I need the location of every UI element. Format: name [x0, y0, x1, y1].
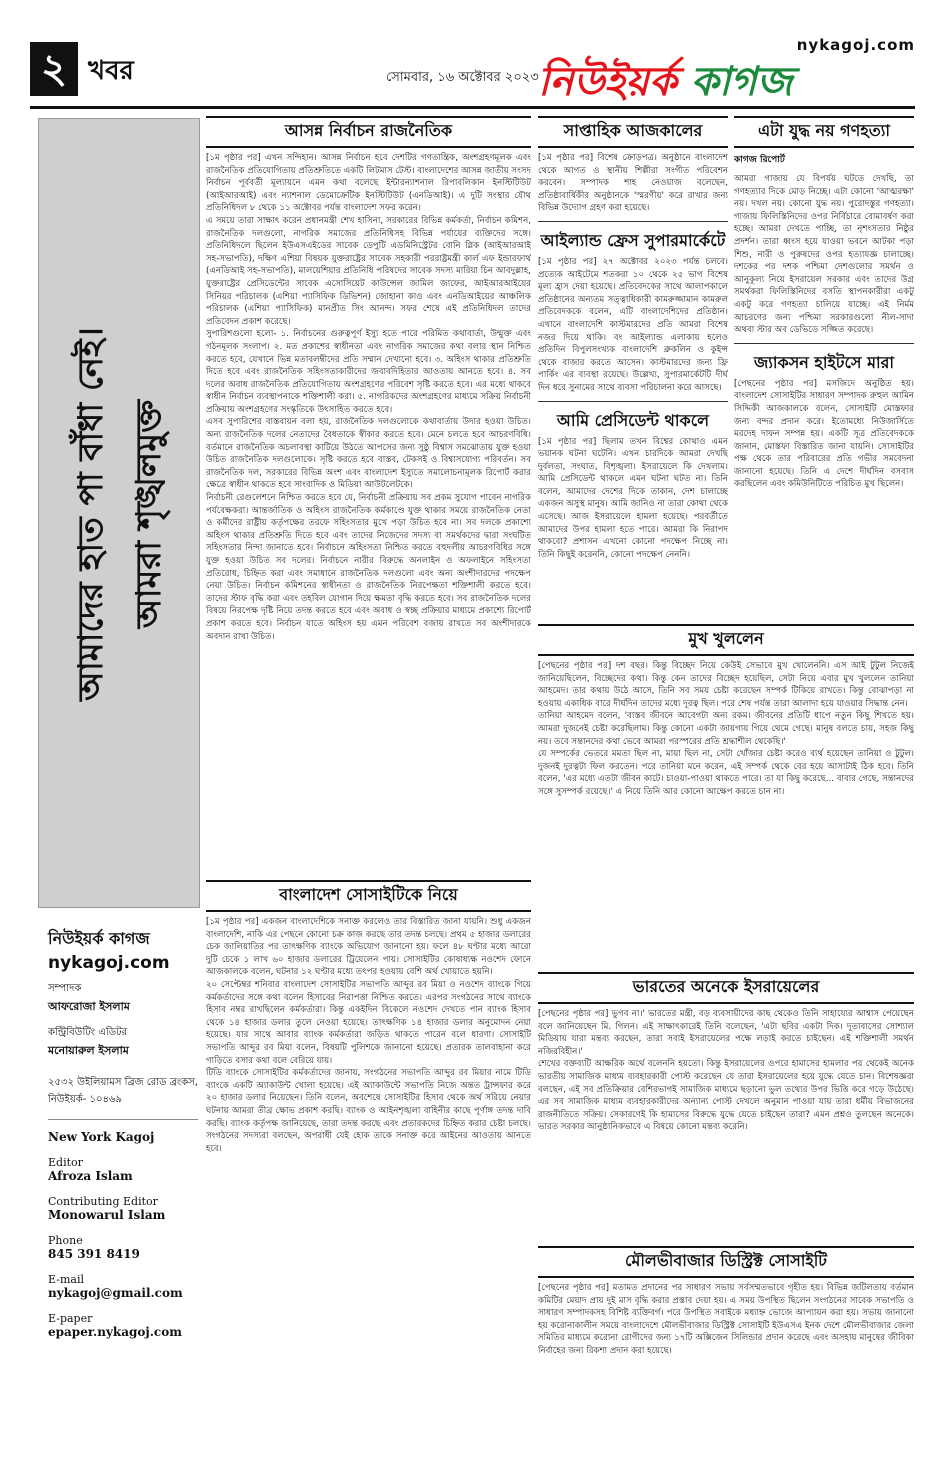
weekly-body: [১ম পৃষ্ঠার পর] বিশেষ ক্রোড়পত্র। অনুষ্ঠানে বাংলাদেশ থেকে আগত ও স্থানীয় শিল্পীরা সংগীত পরিবেশন করবেন। সম্পাদক শাহ নেওয়াজ বলেছেন, প্রতিষ্ঠাবার্ষিকীর অনুষ্ঠানকে 'স্মরণীয়' করে রাখার জন্য বিভিন্ন উদ্যোগ গ্রহণ করা হয়েছে। [538, 153, 728, 214]
contrib-label-bn: কন্ট্রিবিউটিং এডিটর [48, 1027, 128, 1038]
divider-2 [538, 401, 728, 402]
editor-label: Editor [48, 1156, 83, 1169]
slogan-line-2: আমরা শৃঙ্খলমুক্ত [129, 399, 169, 629]
mukh-p3: যে সম্পর্কের ভেতরে মমতা ছিল না, মায়া ছিল না, সেটা খোঁজার চেষ্টা করেও ব্যর্থ হয়েছেন তানিয়া ও টুটুল। দুজনই দুরত্বটা ফিল করতেন। পরে তানিয়া মনে করেন, এই সম্পর্ক থেকে বের হয়ে আসাটাই ঠিক হবে। তিনি বলেন, 'এর মধ্যে এতটা জীবন কাটে। চাওয়া-পাওয়া থাকতে পারে। তা যা কিছু করেছে... বাবার গেছে, সন্তানদের সঙ্গে সুসম্পর্ক রয়েছে।' এ নিয়ে তিনি আর কোনো আক্ষেপ করতে চান না। [538, 749, 914, 797]
logo-part-newyork: নিউইয়র্ক [538, 59, 677, 105]
slogan [62, 144, 178, 884]
paper-name-bn: নিউইয়র্ক কাগজ [48, 929, 150, 948]
masthead-rule [30, 106, 915, 109]
logo-url: nykagoj.com [796, 36, 915, 54]
india-p1: [পেছনের পৃষ্ঠার পর] ভুগব না।' ভারতের মন্ত্রী, বড় ব্যবসায়ীদের কাছ থেকেও তিনি সাহায্যের আশ্বাস পেয়েছেন বলে জানিয়েছেন মি. গিলন। এই সাক্ষাৎকারেই তিনি বলেছেন, 'এটা ছবির একটা দিক। দূতাবাসের সোশ্যাল মিডিয়ায় যারা মন্তব্য করছেন, তারা সবাই ইসরায়েলের পক্ষে লড়াই করতে চাইছেন। এই শক্তিশালী সমর্থন নজিরবিহীন।' [538, 1009, 914, 1057]
editor-name-bn: আফরোজা ইসলাম [48, 1000, 130, 1013]
society-p3: টিডি ব্যাংকে সোসাইটির কর্মকর্তাদের জানায়, সংগঠনের সভাপতি আব্দুর রব মিয়ার নামে টিডি ব্যাংকে একটি অ্যাকাউন্ট খোলা হয়েছে। এই অ্যাকাউন্টে সভাপতি নিজে অন্তত ট্রান্সফার করে ২০ হাজার ডলার নিয়েছেন। তিনি বলেন, অবশেষে সোসাইটির হিসাব থেকে অর্থ সরিয়ে নেয়ার ঘটনায় আমরা তীব্র ক্ষোভ প্রকাশ করছি। ব্যাংক ও আইনশৃঙ্খলা বাহিনীর কাছে পূর্ণাঙ্গ তদন্ত দাবি করছি। ব্যাংক কর্তৃপক্ষ জানিয়েছে, তারা তদন্ত করছে এবং প্রতারকদের চিহ্নিত করার চেষ্টা চলছে। সংগঠনের সদস্যরা বলছেন, অপরাধী যেই হোক তাকে সনাক্ত করে আইনের আওতায় আনতে হবে। [206, 1068, 531, 1154]
email-label: E-mail [48, 1273, 84, 1286]
editor-label-bn: সম্পাদক [48, 983, 82, 994]
genocide-headline: এটা যুদ্ধ নয় গণহত্যা [734, 116, 914, 148]
phone-number: 845 391 8419 [48, 1247, 140, 1261]
society-headline: বাংলাদেশ সোসাইটিকে নিয়ে [206, 880, 531, 912]
column-mukh [538, 624, 914, 970]
election-p1: [১ম পৃষ্ঠার পর] এখন সন্দিহান। আসন্ন নির্বাচন হবে দেশটির গণতান্ত্রিক, অংশগ্রহণমূলক এবং রাজনৈতিক প্রতিযোগিতায় প্রতিশ্রুতিতে একটি লিটমাস টেস্ট। বাংলাদেশের আসন্ন জাতীয় সংসদ নির্বাচন পূর্ববর্তী মূল্যায়নে এমন কথা বলেছে ইন্টারন্যাশনাল রিপাবলিকান ইনস্টিটিউট (আইআরআই) এবং ন্যাশনাল ডেমোক্রেটিক ইনস্টিটিউট (এনডিআই)। এ দুটি সংস্থার যৌথ প্রতিনিধিদল ৮ থেকে ১১ অক্টোবর পর্যন্ত বাংলাদেশ সফর করেন। [206, 153, 531, 214]
section-name: খবর [88, 56, 134, 86]
jackson-body: [পেছনের পৃষ্ঠার পর] মসজিদে অনুষ্ঠিত হয়। বাংলাদেশ সোসাইটির সাধারণ সম্পাদক রুহুল আমিন সিদ্দিকী আজকালকে বলেন, সোসাইটি মোস্তফার জন্য বন্দর প্রদান করে। ইতোমধ্যে নিউজার্সিতে মরদেহ দাফন সম্পন্ন হয়। একটি সূত্র প্রতিবেদককে জানান, মোস্তফা বিস্তারিত জানা যায়নি। সোসাইটির পক্ষ থেকে তার পরিবারের প্রতি গভীর সমবেদনা জানানো হয়েছে। তিনি এ দেশে দীর্ঘদিন বসবাস করছিলেন এবং কমিউনিটিতে পরিচিত মুখ ছিলেন। [734, 378, 914, 490]
moulvibazar-body: [পেছনের পৃষ্ঠার পর] মতামত প্রদানের পর সাধারণ সভায় সর্বসম্মতভাবে গৃহীত হয়। বিভিন্ন জটিলতায় বর্তমান কমিটির মেয়াদ প্রায় দুই মাস বৃদ্ধি করার প্রস্তাব দেয়া হয়। এ সময় উপস্থিত ছিলেন সংগঠনের সাবেক সভাপতি ও সাধারণ সম্পাদকসহ বিশিষ্ট ব্যক্তিবর্গ। পরে উপস্থিত সবাইকে মধ্যাহ্ন ভোজে আপ্যায়ন করা হয়। সভায় জানানো হয় করোনাকালীন সময়ে বাংলাদেশে মৌলভীবাজার ডিস্ট্রিক্ট সোসাইটি ইউএসএ ইনক দেশে মৌলভীবাজার জেলা সমিতির মাধ্যমে করোনা রোগীদের জন্য ১৭টি অক্সিজেন সিলিন্ডার প্রদান করেছে এবং অসহায় মানুষের জীবিকা নির্বাহের জন্য রিকশা প্রদান করা হয়েছে। [538, 1283, 914, 1356]
left-sidebar [38, 118, 200, 1436]
india-p2: শেখের বক্তব্যটি আক্ষরিক অর্থে বলেননি হয়তো। কিন্তু ইসরায়েলের ওপরে হামাসের হামলার পর থেকেই অনেক ভারতীয় সামাজিক মাধ্যম ব্যবহারকারী পোস্ট করেছেন যে তারা ইসরায়েলের হয়ে যুদ্ধে যেতে চান। বিশেষজ্ঞরা বলছেন, এই সব প্রতিক্রিয়ার বেশিরভাগই সামাজিক মাধ্যমে ছড়ানো ভুল তথ্যের উপর ভিত্তি করে গড়ে উঠেছে। এর সব সামাজিক মাধ্যম ব্যবহারকারীদের অন্যান্য পোস্ট দেখলে অনুমান পাওয়া যায় তারা ধর্মীয় বিভাজনের রাজনীতিতে সক্রিয়। সেকারণেই কি হামাসের বিরুদ্ধে যুদ্ধে যেতে চাইছেন তারা? এমন প্রশ্নও তুলছেন অনেকে। ভারত সরকার আনুষ্ঠানিকভাবে এ বিষয়ে কোনো মন্তব্য করেনি। [538, 1059, 914, 1133]
staff-box [48, 918, 198, 1339]
election-p2: এ সময়ে তারা সাক্ষাৎ করেন প্রধানমন্ত্রী শেখ হাসিনা, সরকারের বিভিন্ন কর্মকর্তা, নির্বাচন কমিশন, রাজনৈতিক দলগুলো, নাগরিক সমাজের প্রতিনিধিসহ বিভিন্ন পর্যায়ের ব্যক্তিদের সঙ্গে। প্রতিনিধিদলে ছিলেন ইউএসএইডের সাবেক ডেপুটি এডমিনিস্ট্রেটর বোনি গ্লিক (আইআরআই সহ-সভাপতি), দক্ষিণ এশিয়া বিষয়ক যুক্তরাষ্ট্রের সাবেক সহকারী পররাষ্ট্রমন্ত্রী কার্ল এফ ইন্ডারফার্থ (এনডিআই সহ-সভাপতি), মালয়েশিয়ার প্রতিনিধি পরিষদের সাবেক সদস্য মারিয়া চিন আবদুল্লাহ, যুক্তরাষ্ট্রের প্রেসিডেন্টের সাবেক এসোসিয়েট কাউন্সেল জামিল জাফের, আইআরআইয়ের সিনিয়র পরিচালক (এশিয়া প্যাসিফিক ডিভিশন) জোহানা কাও এবং এনডিআইয়ের আঞ্চলিক পরিচালক (এশিয়া প্যাসিফিক) মানপ্রীত সিং আনন্দ। সফর শেষে এই প্রতিনিধিদল তাদের প্রতিবেদন প্রকাশ করেছে। [206, 215, 531, 327]
society-body [206, 916, 531, 1155]
staff-divider [48, 1119, 198, 1120]
contrib-name-bn: মনোয়ারুল ইসলাম [48, 1044, 129, 1057]
moulvibazar-headline: মৌলভীবাজার ডিস্ট্রিক্ট সোসাইটি [538, 1246, 914, 1278]
newspaper-logo [538, 36, 915, 105]
society-p1: [১ম পৃষ্ঠার পর] একজন বাংলাদেশিকে সনাক্ত করলেও তার বিস্তারিত জানা যায়নি। শুধু একজন বাংলাদেশি, নাকি এর পেছনে কোনো চক্র কাজ করছে তার তদন্ত চলছে। প্রথম ৫ হাজার ডলারের চেক জালিয়াতির পর তাৎক্ষণিক ব্যাংকে অভিযোগ জানানো হয়। ফলে ৪৮ ঘণ্টার মধ্যে আরো দুটি চেকে ১ লাখ ৬০ হাজার ডলারের ট্রিয়েলেন পায়। সোসাইটির কোষাধ্যক্ষ নওশেদ ফোনে আজকালকে বলেন, ঘটনার ১২ ঘণ্টার মধ্যে তৎপর হওয়ায় বেশি অর্থ খোয়াতে হয়নি। [206, 917, 531, 978]
contrib-label: Contributing Editor [48, 1195, 158, 1208]
slogan-line-1: আমাদের হাত পা বাঁধা নেই। [71, 327, 111, 701]
address-bn: ২৫৩২ উইলিয়ামস ব্রিজ রোড ব্রংকস, নিউইয়র্ক- ১০৪৬৯ [48, 1077, 198, 1105]
mukh-body [538, 660, 914, 799]
election-headline: আসন্ন নির্বাচন রাজনৈতিক [206, 116, 531, 148]
ireland-body: [১ম পৃষ্ঠার পর] ২৭ অক্টোবর ২০২৩ পর্যন্ত চলবে। প্রত্যেক আইটেমে শতকরা ১০ থেকে ২৫ ভাগ বিশেষ মূল্য হ্রাস দেয়া হয়েছে। প্রতিবেদকের সাথে আলাপকালে প্রতিষ্ঠানের অন্যতম সত্ত্বাধিকারী কামরুজ্জামান কামরুল প্রতিবেদককে বলেন, এটি বাংলাদেশিদের প্রতিষ্ঠান। এখানে বাংলাদেশি কাস্টমারদের প্রতি আমরা বিশেষ নজর দিয়ে থাকি। বং আইল্যান্ড এলাকায় হলেও প্রতিদিন বিপুলসংখ্যক বাংলাদেশি ব্রুকলিন ও কুইন্স থেকে বাজার করতে আসেন। কাস্টমারদের জন্য ফ্রি পার্কিং এর ব্যবস্থা রয়েছে। উল্লেখ্য, সুপারমার্কেটটি দীর্ঘ দিন ধরে সুনামের সাথে ব্যবসা পরিচালনা করে আসছে। [538, 256, 728, 393]
election-body [206, 152, 531, 643]
editor-name: Afroza Islam [48, 1169, 133, 1183]
society-p2: ২০ সেপ্টেম্বর শনিবার বাংলাদেশ সোসাইটির সভাপতি আব্দুর রব মিয়া ও নওশেদ ব্যাংকে গিয়ে কর্মকর্তাদের সঙ্গে কথা বলেন হিসাবের নিরাপত্তা নিশ্চিত করতে। এরপর সংগঠনের সাথে ব্যাংকে হিসাব নম্বর রাখছিলেন কর্মকর্তারা। কিন্তু একইদিন বিকেলে নওশেদ দেখতে পান ব্যাংক হিসাব থেকে ১৪ হাজার ডলার তুলে নেওয়া হয়েছে। তাৎক্ষণিক ১৪ হাজার ডলার অনুমোদন নেয়া হয়েছে। যার সাথে আবার ব্যাংক কর্মকর্তারা জড়িত থাকতে পারেন বলে ধারণা। সোসাইটি সভাপতি আব্দুর রব মিয়া বলেন, বিষয়টি পুলিশকে জানানো হয়েছে। প্রতারক তালবাহানা করে গাড়িতে বসার কথা বলে বেরিয়ে যায়। [206, 979, 531, 1066]
column-middle [538, 116, 728, 621]
divider-1 [538, 221, 728, 222]
mukh-p1: [পেছনের পৃষ্ঠার পর] দশ বছর। কিন্তু বিচ্ছেদ নিয়ে কেউই সেভাবে মুখ খোলেননি। এস আই টুটুল নিজেই জানিয়েছিলেন, বিচ্ছেদের কথা। কিন্তু কেন তাদের বিচ্ছেদ হয়েছিল, সেটা নিয়ে এবার মুখ খুললেন তানিয়া আহমেদ। তার কথায় উঠে আসে, তিনি সব সময় চেষ্টা করেছেন সম্পর্ক টিকিয়ে রাখতে। কিন্তু বোঝাপড়া না হওয়ায় একাধিক বারে দীর্ঘদিন তাদের মধ্যে দূরত্ব ছিল। পরে শেষ পর্যন্ত তারা আলাদা হয়ে যাওয়ার সিদ্ধান্ত নেন। [538, 661, 914, 709]
divider-3 [734, 343, 914, 344]
genocide-body: আমরা গাজায় যে বিপর্যয় ঘটতে দেখছি, তা গণহত্যার দিকে মোড় নিচ্ছে। এটা কোনো 'আত্মরক্ষা' নয়। দখল নয়। কোনো যুদ্ধ নয়। পুরোদস্তুর গণহত্যা। গাজায় ফিলিস্তিনিদের ওপর নির্বিচারে বোমাবর্ষণ করা হচ্ছে। আমরা দেখতে পাচ্ছি, তা নৃশংসতার নিষ্ঠুর প্রদর্শন। তারা ধ্বংস হয়ে যাওয়া ভবনে আটকা পড়া শিশু, নারী ও পুরুষদের ওপর হত্যাযজ্ঞ চালাচ্ছে। দশকের পর দশক পশ্চিমা দেশগুলোর সমর্থন ও আনুকূল্য নিয়ে ইসরায়েল সরকার এবং তাদের উগ্র সমর্থকরা ফিলিস্তিনিদের বসতি স্থাপনকারীরা একটু একটু করে গণহত্যা চালিয়ে যাচ্ছে। এই নির্মম আচরণের জন্য পশ্চিমা সরকারগুলো নীল-সাদা অথবা স্টার অব ডেভিডে সজ্জিত করেছে। [734, 174, 914, 336]
column-india [538, 972, 914, 1244]
column-society [206, 880, 531, 1436]
weekly-headline: সাপ্তাহিক আজকালের [538, 116, 728, 148]
genocide-byline: কাগজ রিপোর্ট [734, 155, 785, 165]
president-body: [১ম পৃষ্ঠার পর] ছিলাম তখন বিশ্বের কোথাও এমন ভয়ানক ঘটনা ঘটেনি। এখন চারদিকে আমরা দেখছি দুর্বলতা, সংঘাত, বিশৃঙ্খলা। ইসরায়েলে কি দেখলাম। আমি প্রেসিডেন্ট থাকলে এমন ঘটনা ঘটত না। তিনি বলেন, আমাদের দেশের দিকে তাকান, দেশ চালাচ্ছে একজন অসুস্থ মানুষ। আমি জানিও না তারা কোথা থেকে এসেছে। আজ ইসরায়েলে হামলা হয়েছে। পরবর্তীতে আমাদের উপর হামলা হতে পারে। আমরা কি নিরাপদ থাকবো? প্রশাসন এখনো কোনো পদক্ষেপ নিচ্ছে না। তিনি কিছুই করেননি, কোনো পদক্ষেপ নেননি। [538, 436, 728, 560]
president-headline: আমি প্রেসিডেন্ট থাকলে [556, 410, 710, 430]
email-address[interactable]: nykagoj@gmail.com [48, 1286, 183, 1300]
epaper-label: E-paper [48, 1312, 93, 1325]
mukh-p2: তানিয়া আহমেদ বলেন, 'বাস্তব জীবনে আবেগটা অন্য রকম। জীবনের প্রতিটি ধাপে নতুন কিছু শিখতে হয়। আমরা দুজনেই চেষ্টা করেছিলাম। কিন্তু কোনো একটা জায়গায় গিয়ে থেমে গেছে। মানুষ বলতে চায়, সহজ কিছু নয়। তবে সন্তানদের কথা ভেবে আমরা পরস্পরের প্রতি শ্রদ্ধাশীল থেকেছি।' [538, 711, 914, 747]
masthead [30, 30, 915, 108]
issue-date: সোমবার, ১৬ অক্টোবর ২০২৩ [386, 70, 539, 85]
slogan-box [38, 118, 200, 908]
epaper-url[interactable]: epaper.nykagoj.com [48, 1325, 182, 1339]
mukh-headline: মুখ খুললেন [538, 624, 914, 656]
logo-part-kagoj: কাগজ [690, 59, 793, 105]
website: nykagoj.com [48, 953, 170, 973]
page-number: ২ [30, 42, 78, 96]
column-right [734, 116, 914, 621]
india-body [538, 1008, 914, 1134]
election-p5: নির্বাচনী রেগুলেশনে নিশ্চিত করতে হবে যে, নির্বাচনী প্রক্রিয়ায় সব প্রকম সুযোগ পাবেন নাগরিক পর্যবেক্ষকরা। আন্তর্জাতিক ও অহিংস রাজনৈতিক কর্মকাণ্ডে যুক্ত থাকার সময়ে রাজনৈতিক নেতা ও কর্মীদের রাষ্ট্রীয় কর্তৃপক্ষের তরফে সহিংসতার মুখে পড়া উচিত হবে না। সব দলকে প্রকাশ্যে অহিংস থাকার প্রতিশ্রুতি দিতে হবে এবং তাদের নিজেদের সদস্য বা সমর্থকদের দ্বারা সংঘটিত সহিংসতার নিন্দা জানাতে হবে। নির্বাচনে অহিংসতা নিশ্চিত করতে বহুদলীয় আচরণবিধির সঙ্গে যুক্ত হওয়া উচিত সব দলের। নির্বাচনে নারীর বিরুদ্ধে অনলাইন ও অফলাইনে সহিংসতা প্রতিরোধ, চিহ্নিত করা এবং সমাধানে রাজনৈতিক দলগুলো এবং অন্য অংশীদারদের পদক্ষেপ নেয়া উচিত। নির্বাচন কমিশনের স্বাধীনতা ও রাজনৈতিক নিরপেক্ষতা শক্তিশালী করতে হবে। তাদের স্টাফ বৃদ্ধি করা এবং তহবিল যোগান দিয়ে ক্ষমতা বৃদ্ধি করতে হবে। সব রাজনৈতিক দলের বিষয়ে নিরপেক্ষ দৃষ্টি নিয়ে তদন্ত করতে হবে এবং অবাধ ও স্বচ্ছ প্রক্রিয়ার মাধ্যমে প্রকাশ্যে রিপোর্ট প্রকাশ করতে হবে। নির্বাচন যাতে অহিংস হয় এমন পরিবেশ বজায় রাখতে সব অংশীদারকে অবদান রাখা উচিত। [206, 493, 531, 642]
ireland-headline: আইল্যান্ড ফ্রেস সুপারমার্কেটে [540, 230, 726, 250]
contrib-name: Monowarul Islam [48, 1208, 166, 1222]
phone-label: Phone [48, 1234, 83, 1247]
election-p3: সুপারিশগুলো হলো- ১. নির্বাচনের গুরুত্বপূর্ণ ইস্যু হতে পারে পরিমিত কথাবার্তা, উন্মুক্ত এবং গঠনমূলক সংলাপ। ২. মত প্রকাশের স্বাধীনতা এবং নাগরিক সমাজের কথা বলার স্থান নিশ্চিত করতে হবে, যেখানে ভিন্ন মতাবলম্বীদের প্রতি সম্মান দেখানো হবে। ৩. অহিংস থাকার প্রতিশ্রুতি দিতে হবে এবং রাজনৈতিক সহিংসতাকারীদের জবাবদিহিতার আওতায় আনতে হবে। ৪. সব দলের অবাধ রাজনৈতিক প্রতিযোগিতায় অংশগ্রহণের পরিবেশ সৃষ্টি করতে হবে। এর মধ্যে থাকবে স্বাধীন নির্বাচন ব্যবস্থাপনাকে শক্তিশালী করা। ৫. নাগরিকদের অংশগ্রহণের মাধ্যমে সক্রিয় নির্বাচনী প্রক্রিয়ায় অংশগ্রহণের সংস্কৃতিকে উৎসাহিত করতে হবে। [206, 329, 531, 415]
paper-name-en: New York Kagoj [48, 1130, 155, 1144]
india-headline: ভারতের অনেকে ইসরায়েলের [538, 972, 914, 1004]
jackson-headline: জ্যাকসন হাইটসে মারা [753, 352, 895, 372]
column-moulvibazar [538, 1246, 914, 1436]
election-p4: এসব সুপারিশের বাস্তবায়ন বলা হয়, রাজনৈতিক দলগুলোকে কথাবার্তায় উদার হওয়া উচিত। অন্য রাজনৈতিক দলের নেতাদের বৈধতাকে স্বীকার করতে হবে। মেনে চলতে হবে আচরণবিধি। বর্তমানে রাজনৈতিক অচলাবস্থা কাটিয়ে উঠতে আপসের জন্য সুষ্ঠু বিশ্বাস সমঝোতায় যুক্ত হওয়া উচিত রাজনৈতিক দলগুলোকে। সৃষ্টি করতে হবে বাস্তব, টেকসই ও বিশ্বাসযোগ্য পরিবর্তন। সব রাজনৈতিক দল, সরকারের বিভিন্ন অংশ এবং বাংলাদেশ ইস্যুতে সমালোচনামূলক রিপোর্ট করার ক্ষেত্রে স্বাধীন থাকতে হবে সাংবাদিক ও মিডিয়া আউটলেটকে। [206, 417, 531, 491]
